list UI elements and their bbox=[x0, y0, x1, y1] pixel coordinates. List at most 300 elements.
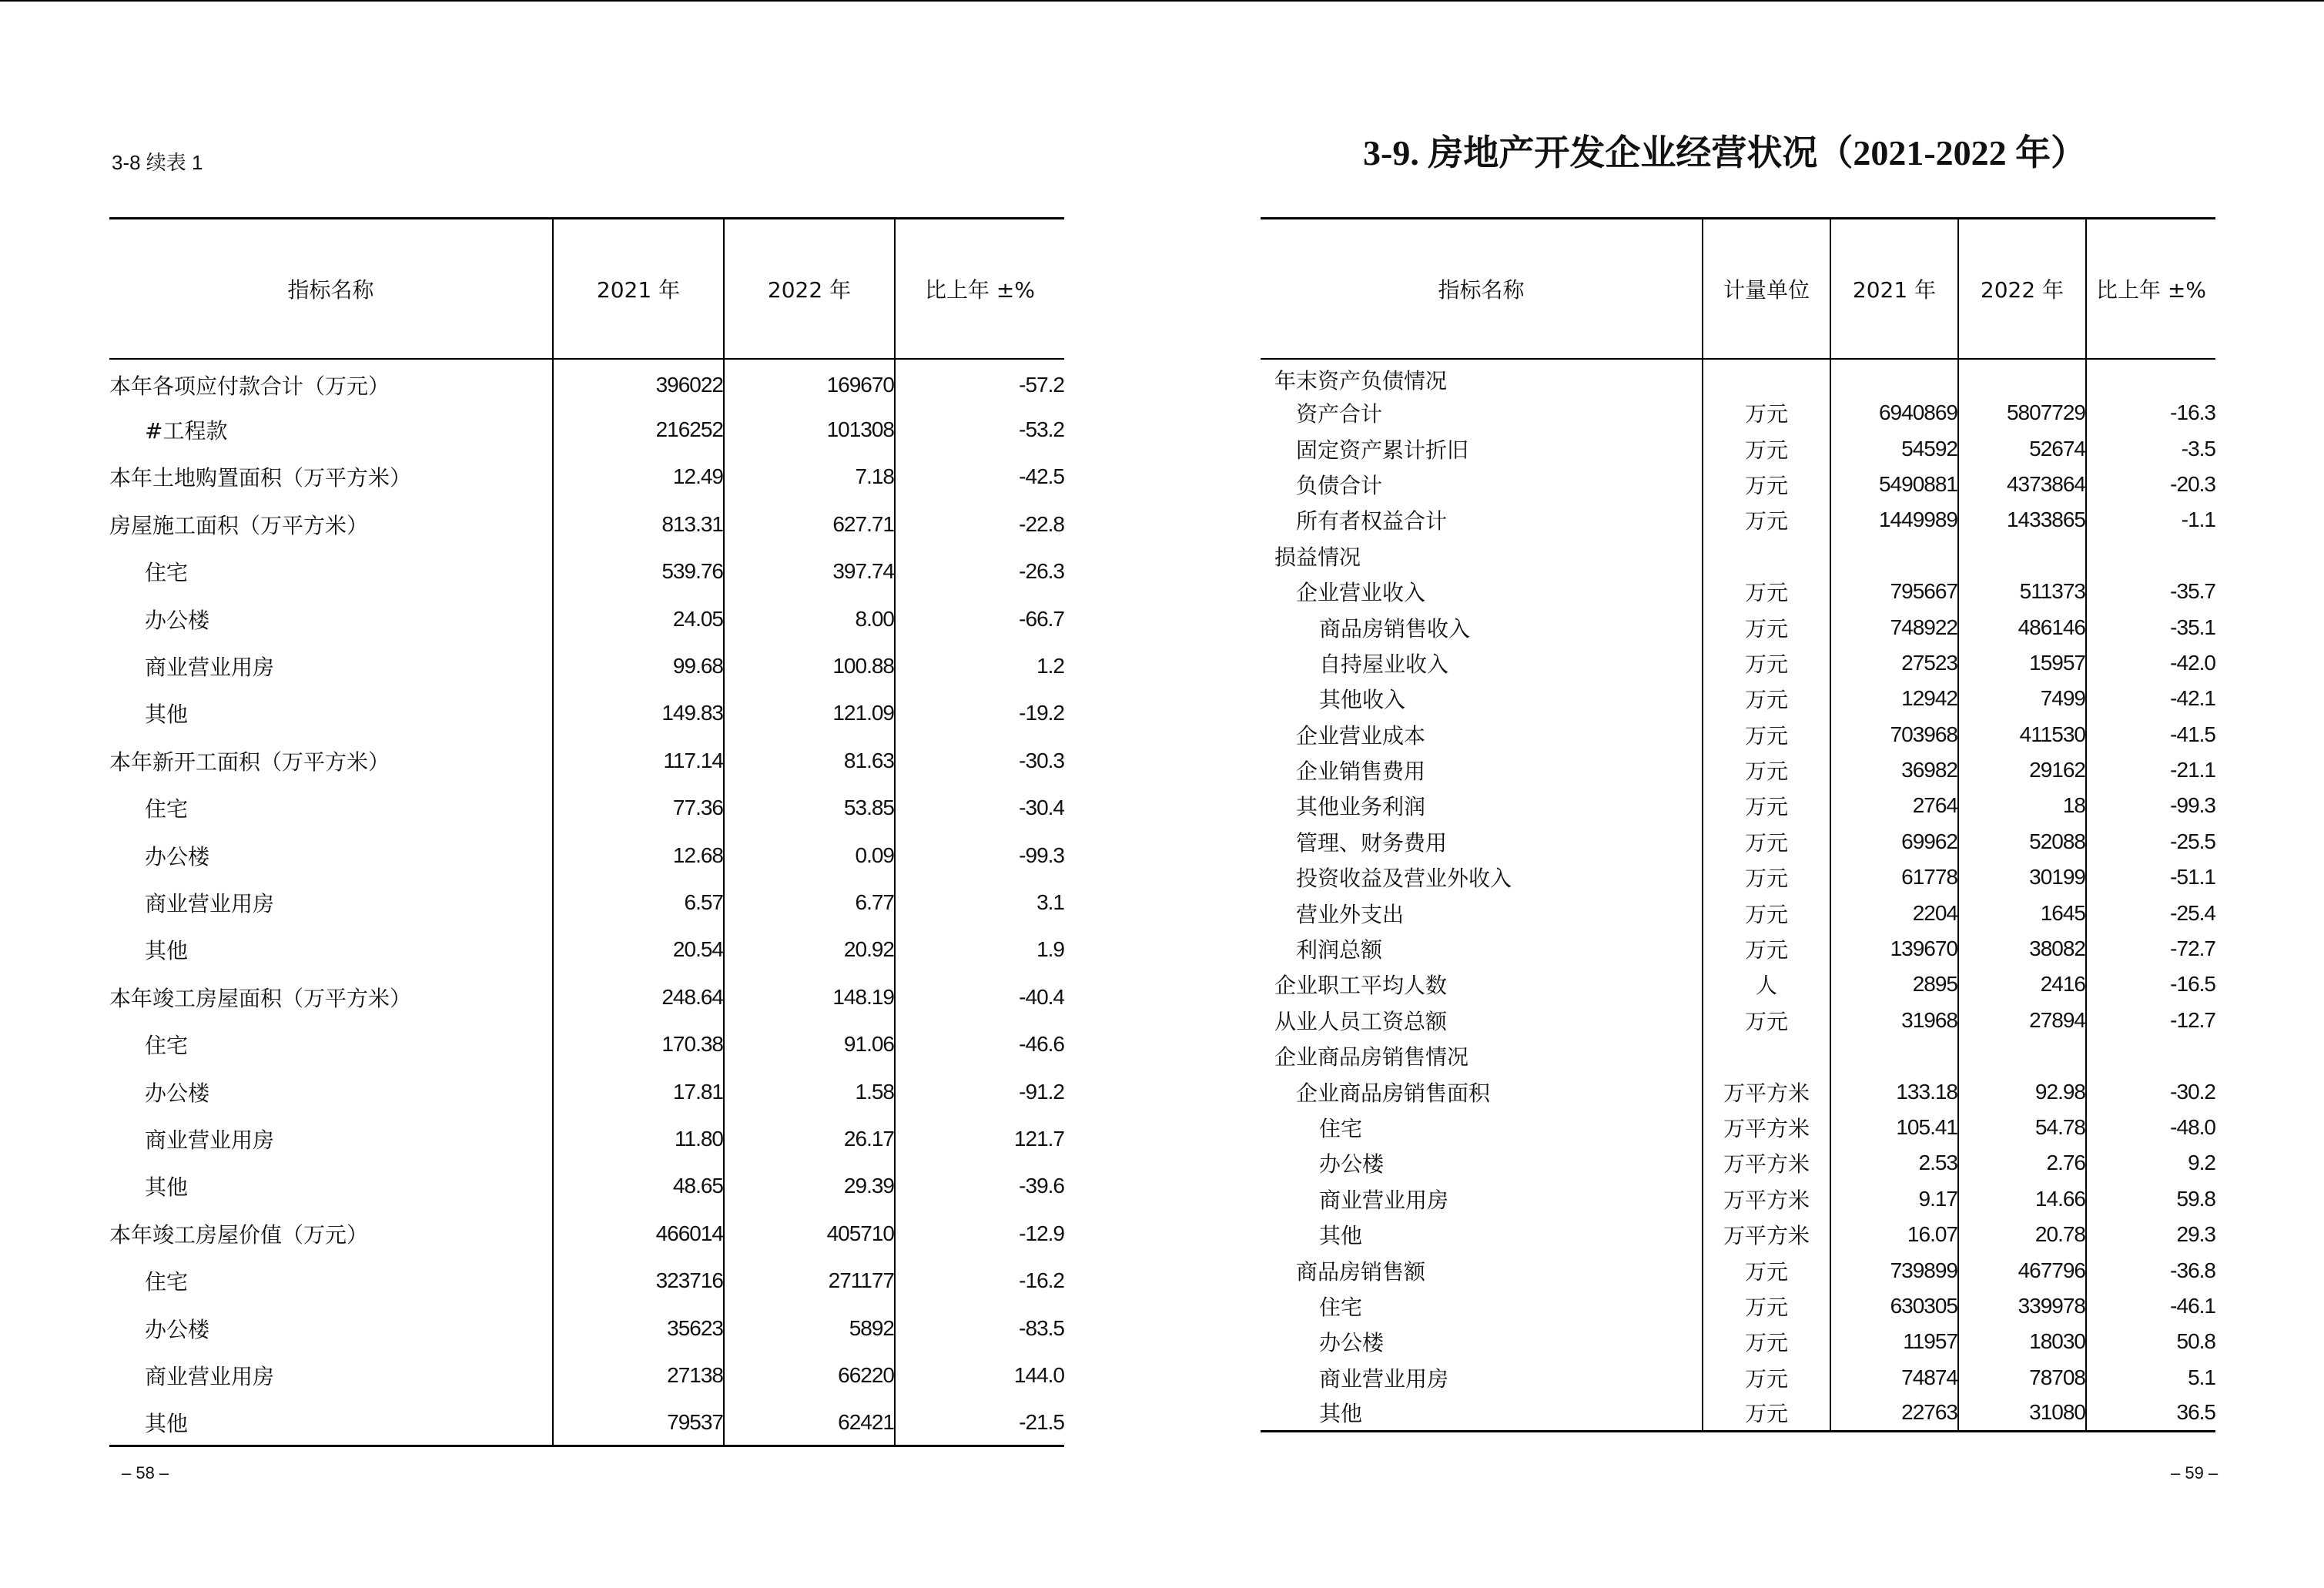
row-change: -51.1 bbox=[2086, 859, 2215, 895]
row-unit: 万平方米 bbox=[1703, 1217, 1830, 1252]
row-value-2022: 1645 bbox=[1958, 895, 2086, 930]
table-row bbox=[109, 1068, 1064, 1115]
table-row bbox=[109, 1399, 1064, 1446]
row-indicator-name: 本年竣工房屋面积（万平方米） bbox=[109, 985, 412, 1011]
table-row bbox=[1261, 538, 2215, 574]
row-change: 9.2 bbox=[2086, 1145, 2215, 1181]
right-data-table bbox=[1261, 217, 2215, 1432]
row-change: -12.7 bbox=[2086, 1003, 2215, 1038]
row-unit: 万元 bbox=[1703, 895, 1830, 930]
row-indicator-name: 负债合计 bbox=[1296, 472, 1383, 498]
table-row bbox=[1261, 1038, 2215, 1074]
row-value-2022: 38082 bbox=[1958, 931, 2086, 967]
row-value-2021: 466014 bbox=[553, 1210, 724, 1257]
row-unit bbox=[1703, 538, 1830, 574]
row-unit: 万元 bbox=[1703, 395, 1830, 431]
row-unit bbox=[1703, 359, 1830, 395]
row-unit: 万元 bbox=[1703, 1003, 1830, 1038]
row-value-2021: 323716 bbox=[553, 1257, 724, 1304]
row-value-2022: 78708 bbox=[1958, 1360, 2086, 1395]
row-change: -21.5 bbox=[895, 1399, 1064, 1446]
row-value-2022: 7499 bbox=[1958, 681, 2086, 716]
table-row bbox=[1261, 859, 2215, 895]
page-title: 3-9. 房地产开发企业经营状况（2021-2022 年） bbox=[1363, 133, 2087, 173]
row-indicator-name: 商业营业用房 bbox=[1319, 1365, 1449, 1392]
row-value-2022 bbox=[1958, 1038, 2086, 1074]
row-unit: 万元 bbox=[1703, 645, 1830, 681]
row-unit: 万平方米 bbox=[1703, 1181, 1830, 1217]
table-row bbox=[109, 973, 1064, 1020]
row-value-2022: 148.19 bbox=[724, 973, 895, 1020]
table-row bbox=[1261, 931, 2215, 967]
row-unit: 万元 bbox=[1703, 824, 1830, 859]
row-change bbox=[2086, 359, 2215, 395]
row-value-2022: 5807729 bbox=[1958, 395, 2086, 431]
row-change: -16.3 bbox=[2086, 395, 2215, 431]
row-indicator-name: 年末资产负债情况 bbox=[1274, 368, 1448, 394]
row-change: -20.3 bbox=[2086, 467, 2215, 502]
table-row bbox=[109, 1163, 1064, 1210]
row-change: -39.6 bbox=[895, 1163, 1064, 1210]
row-indicator-name: 本年各项应付款合计（万元） bbox=[109, 374, 390, 400]
row-unit: 万平方米 bbox=[1703, 1074, 1830, 1109]
header-change: 比上年 ±% bbox=[2086, 219, 2215, 360]
row-value-2021: 11.80 bbox=[553, 1115, 724, 1162]
row-value-2022: 2416 bbox=[1958, 967, 2086, 1002]
row-change: -53.2 bbox=[895, 406, 1064, 453]
table-row bbox=[1261, 645, 2215, 681]
row-indicator-name: 住宅 bbox=[145, 796, 189, 822]
row-indicator-name: 企业营业成本 bbox=[1296, 722, 1426, 749]
table-row bbox=[109, 1352, 1064, 1399]
row-value-2021: 12.68 bbox=[553, 832, 724, 879]
row-indicator-name: 营业外支出 bbox=[1296, 901, 1405, 927]
row-indicator-name: 所有者权益合计 bbox=[1296, 508, 1448, 534]
row-unit: 万平方米 bbox=[1703, 1110, 1830, 1145]
table-row bbox=[1261, 824, 2215, 859]
row-indicator-name: 商品房销售收入 bbox=[1319, 615, 1471, 642]
row-value-2022: 66220 bbox=[724, 1352, 895, 1399]
row-indicator-name: 投资收益及营业外收入 bbox=[1296, 866, 1512, 892]
row-value-2022 bbox=[1958, 359, 2086, 395]
row-value-2021: 396022 bbox=[553, 359, 724, 406]
row-value-2022: 30199 bbox=[1958, 859, 2086, 895]
row-value-2022: 52674 bbox=[1958, 431, 2086, 466]
row-indicator-name: #工程款 bbox=[145, 418, 228, 444]
row-change: -3.5 bbox=[2086, 431, 2215, 466]
row-indicator-name: 住宅 bbox=[145, 560, 189, 586]
row-change: 50.8 bbox=[2086, 1324, 2215, 1359]
row-change: 59.8 bbox=[2086, 1181, 2215, 1217]
row-value-2021: 24.05 bbox=[553, 595, 724, 642]
row-value-2021: 16.07 bbox=[1830, 1217, 1958, 1252]
row-change: -1.1 bbox=[2086, 502, 2215, 538]
row-indicator-name: 其他 bbox=[145, 1410, 189, 1436]
row-indicator-name: 其他收入 bbox=[1319, 687, 1406, 713]
row-change: 5.1 bbox=[2086, 1360, 2215, 1395]
row-value-2021: 54592 bbox=[1830, 431, 1958, 466]
row-value-2022: 20.92 bbox=[724, 926, 895, 973]
row-change: -16.5 bbox=[2086, 967, 2215, 1002]
row-value-2021 bbox=[1830, 359, 1958, 395]
row-unit: 万元 bbox=[1703, 574, 1830, 609]
row-indicator-name: 其他 bbox=[145, 938, 189, 964]
row-value-2022: 5892 bbox=[724, 1305, 895, 1352]
row-unit: 人 bbox=[1703, 967, 1830, 1002]
row-value-2022: 92.98 bbox=[1958, 1074, 2086, 1109]
row-value-2021: 27138 bbox=[553, 1352, 724, 1399]
row-change: -30.4 bbox=[895, 785, 1064, 832]
header-indicator-name: 指标名称 bbox=[109, 219, 553, 360]
row-value-2021: 77.36 bbox=[553, 785, 724, 832]
row-unit: 万元 bbox=[1703, 1288, 1830, 1324]
row-value-2022: 0.09 bbox=[724, 832, 895, 879]
row-indicator-name: 其他 bbox=[1319, 1401, 1363, 1427]
table-row bbox=[1261, 788, 2215, 823]
row-value-2022: 18 bbox=[1958, 788, 2086, 823]
row-value-2022: 467796 bbox=[1958, 1252, 2086, 1288]
header-change: 比上年 ±% bbox=[895, 219, 1064, 360]
row-indicator-name: 其他业务利润 bbox=[1296, 794, 1426, 820]
row-value-2021: 61778 bbox=[1830, 859, 1958, 895]
table-row bbox=[109, 1020, 1064, 1067]
row-value-2021: 2.53 bbox=[1830, 1145, 1958, 1181]
row-value-2021 bbox=[1830, 538, 1958, 574]
row-indicator-name: 办公楼 bbox=[1319, 1330, 1385, 1356]
row-value-2021: 739899 bbox=[1830, 1252, 1958, 1288]
table-row bbox=[1261, 1324, 2215, 1359]
row-unit: 万元 bbox=[1703, 1252, 1830, 1288]
table-row bbox=[1261, 1003, 2215, 1038]
row-value-2022: 20.78 bbox=[1958, 1217, 2086, 1252]
row-indicator-name: 住宅 bbox=[145, 1269, 189, 1295]
row-change: -57.2 bbox=[895, 359, 1064, 406]
row-change: -46.1 bbox=[2086, 1288, 2215, 1324]
row-change: -91.2 bbox=[895, 1068, 1064, 1115]
row-indicator-name: 房屋施工面积（万平方米） bbox=[109, 512, 369, 538]
row-change: 1.2 bbox=[895, 642, 1064, 689]
row-value-2021: 1449989 bbox=[1830, 502, 1958, 538]
table-row bbox=[1261, 1145, 2215, 1181]
row-change: -83.5 bbox=[895, 1305, 1064, 1352]
row-indicator-name: 从业人员工资总额 bbox=[1274, 1008, 1448, 1034]
row-change: -42.5 bbox=[895, 454, 1064, 501]
row-value-2022: 405710 bbox=[724, 1210, 895, 1257]
row-value-2022: 52088 bbox=[1958, 824, 2086, 859]
left-data-table bbox=[109, 217, 1064, 1447]
row-unit bbox=[1703, 1038, 1830, 1074]
row-value-2021: 9.17 bbox=[1830, 1181, 1958, 1217]
row-unit: 万元 bbox=[1703, 467, 1830, 502]
top-border-line bbox=[0, 0, 2324, 2]
row-change: -30.2 bbox=[2086, 1074, 2215, 1109]
row-indicator-name: 自持屋业收入 bbox=[1319, 651, 1449, 677]
table-row bbox=[1261, 395, 2215, 431]
table-row bbox=[1261, 609, 2215, 645]
header-2022: 2022 年 bbox=[1958, 219, 2086, 360]
row-value-2022: 1433865 bbox=[1958, 502, 2086, 538]
row-value-2022: 81.63 bbox=[724, 737, 895, 784]
row-indicator-name: 损益情况 bbox=[1274, 544, 1361, 570]
row-value-2022: 29.39 bbox=[724, 1163, 895, 1210]
row-indicator-name: 其他 bbox=[145, 702, 189, 728]
row-value-2022: 100.88 bbox=[724, 642, 895, 689]
table-row bbox=[1261, 1360, 2215, 1395]
row-unit: 万元 bbox=[1703, 788, 1830, 823]
row-value-2021: 117.14 bbox=[553, 737, 724, 784]
row-change: -99.3 bbox=[895, 832, 1064, 879]
page-number: – 59 – bbox=[2171, 1463, 2219, 1482]
row-value-2022: 169670 bbox=[724, 359, 895, 406]
row-change: -19.2 bbox=[895, 690, 1064, 737]
row-value-2021: 2764 bbox=[1830, 788, 1958, 823]
row-value-2022: 101308 bbox=[724, 406, 895, 453]
row-indicator-name: 办公楼 bbox=[1319, 1151, 1385, 1178]
row-value-2021: 35623 bbox=[553, 1305, 724, 1352]
table-row bbox=[109, 690, 1064, 737]
table-row bbox=[109, 832, 1064, 879]
row-value-2021: 539.76 bbox=[553, 548, 724, 595]
table-row bbox=[1261, 574, 2215, 609]
row-indicator-name: 管理、财务费用 bbox=[1296, 829, 1448, 856]
header-indicator-name: 指标名称 bbox=[1261, 219, 1703, 360]
row-value-2021: 17.81 bbox=[553, 1068, 724, 1115]
row-value-2021: 6.57 bbox=[553, 879, 724, 926]
row-indicator-name: 商品房销售额 bbox=[1296, 1258, 1426, 1285]
row-indicator-name: 商业营业用房 bbox=[145, 890, 275, 916]
table-row bbox=[109, 1257, 1064, 1304]
table-row bbox=[1261, 502, 2215, 538]
row-value-2021: 11957 bbox=[1830, 1324, 1958, 1359]
row-indicator-name: 办公楼 bbox=[145, 1080, 210, 1106]
row-value-2022: 121.09 bbox=[724, 690, 895, 737]
table-row bbox=[109, 642, 1064, 689]
row-value-2021: 105.41 bbox=[1830, 1110, 1958, 1145]
table-row bbox=[1261, 1288, 2215, 1324]
page-number: – 58 – bbox=[122, 1463, 169, 1482]
row-unit: 万元 bbox=[1703, 502, 1830, 538]
row-value-2022: 29162 bbox=[1958, 752, 2086, 788]
row-change: 144.0 bbox=[895, 1352, 1064, 1399]
row-value-2021: 5490881 bbox=[1830, 467, 1958, 502]
table-row bbox=[1261, 1252, 2215, 1288]
table-row bbox=[1261, 1074, 2215, 1109]
row-indicator-name: 办公楼 bbox=[145, 1316, 210, 1342]
row-value-2021: 12.49 bbox=[553, 454, 724, 501]
row-indicator-name: 本年土地购置面积（万平方米） bbox=[109, 465, 412, 491]
row-value-2022: 8.00 bbox=[724, 595, 895, 642]
row-value-2021 bbox=[1830, 1038, 1958, 1074]
row-change: -46.6 bbox=[895, 1020, 1064, 1067]
row-value-2021: 216252 bbox=[553, 406, 724, 453]
row-value-2021: 36982 bbox=[1830, 752, 1958, 788]
row-change: -66.7 bbox=[895, 595, 1064, 642]
row-value-2021: 133.18 bbox=[1830, 1074, 1958, 1109]
row-change: -25.4 bbox=[2086, 895, 2215, 930]
header-2021: 2021 年 bbox=[1830, 219, 1958, 360]
row-value-2022: 511373 bbox=[1958, 574, 2086, 609]
row-value-2022: 54.78 bbox=[1958, 1110, 2086, 1145]
table-row bbox=[1261, 1181, 2215, 1217]
row-unit: 万元 bbox=[1703, 859, 1830, 895]
row-value-2022: 486146 bbox=[1958, 609, 2086, 645]
row-value-2021: 31968 bbox=[1830, 1003, 1958, 1038]
row-value-2021: 12942 bbox=[1830, 681, 1958, 716]
row-change: -99.3 bbox=[2086, 788, 2215, 823]
header-unit: 计量单位 bbox=[1703, 219, 1830, 360]
row-value-2022: 4373864 bbox=[1958, 467, 2086, 502]
row-indicator-name: 商业营业用房 bbox=[145, 1127, 275, 1153]
row-value-2021: 27523 bbox=[1830, 645, 1958, 681]
row-indicator-name: 办公楼 bbox=[145, 843, 210, 869]
table-row bbox=[109, 1210, 1064, 1257]
row-value-2022: 2.76 bbox=[1958, 1145, 2086, 1181]
row-indicator-name: 本年新开工面积（万平方米） bbox=[109, 749, 390, 775]
table-row bbox=[1261, 717, 2215, 752]
row-value-2021: 630305 bbox=[1830, 1288, 1958, 1324]
row-value-2021: 22763 bbox=[1830, 1395, 1958, 1431]
row-value-2022: 397.74 bbox=[724, 548, 895, 595]
row-unit: 万元 bbox=[1703, 717, 1830, 752]
row-change: -35.7 bbox=[2086, 574, 2215, 609]
table-row bbox=[1261, 967, 2215, 1002]
row-change: -26.3 bbox=[895, 548, 1064, 595]
row-value-2022: 7.18 bbox=[724, 454, 895, 501]
row-value-2022: 26.17 bbox=[724, 1115, 895, 1162]
table-row bbox=[1261, 431, 2215, 466]
table-row bbox=[109, 454, 1064, 501]
table-row bbox=[109, 548, 1064, 595]
table-row bbox=[109, 359, 1064, 406]
row-value-2022: 91.06 bbox=[724, 1020, 895, 1067]
row-change: -30.3 bbox=[895, 737, 1064, 784]
row-indicator-name: 本年竣工房屋价值（万元） bbox=[109, 1221, 369, 1248]
table-row bbox=[1261, 1217, 2215, 1252]
row-unit: 万元 bbox=[1703, 1324, 1830, 1359]
row-value-2021: 48.65 bbox=[553, 1163, 724, 1210]
row-value-2021: 149.83 bbox=[553, 690, 724, 737]
table-row bbox=[109, 595, 1064, 642]
row-change: -25.5 bbox=[2086, 824, 2215, 859]
row-value-2021: 2204 bbox=[1830, 895, 1958, 930]
row-value-2022: 31080 bbox=[1958, 1395, 2086, 1431]
row-indicator-name: 企业营业收入 bbox=[1296, 580, 1426, 606]
row-indicator-name: 商业营业用房 bbox=[145, 655, 275, 681]
row-indicator-name: 其他 bbox=[1319, 1223, 1363, 1249]
table-row bbox=[1261, 752, 2215, 788]
row-change: 3.1 bbox=[895, 879, 1064, 926]
table-label: 3-8 续表 1 bbox=[112, 151, 203, 174]
row-change: -22.8 bbox=[895, 501, 1064, 548]
table-row bbox=[109, 501, 1064, 548]
row-indicator-name: 企业职工平均人数 bbox=[1274, 973, 1448, 999]
row-value-2021: 795667 bbox=[1830, 574, 1958, 609]
row-value-2021: 139670 bbox=[1830, 931, 1958, 967]
row-change: 36.5 bbox=[2086, 1395, 2215, 1431]
row-indicator-name: 商业营业用房 bbox=[145, 1363, 275, 1389]
row-value-2021: 748922 bbox=[1830, 609, 1958, 645]
row-unit: 万元 bbox=[1703, 681, 1830, 716]
row-change: -48.0 bbox=[2086, 1110, 2215, 1145]
row-change bbox=[2086, 538, 2215, 574]
row-value-2022: 627.71 bbox=[724, 501, 895, 548]
row-indicator-name: 商业营业用房 bbox=[1319, 1187, 1449, 1213]
row-indicator-name: 资产合计 bbox=[1296, 401, 1383, 427]
table-row bbox=[1261, 1395, 2215, 1431]
row-indicator-name: 企业销售费用 bbox=[1296, 759, 1426, 785]
row-value-2021: 2895 bbox=[1830, 967, 1958, 1002]
row-indicator-name: 利润总额 bbox=[1296, 937, 1383, 963]
table-row bbox=[1261, 1110, 2215, 1145]
row-unit: 万元 bbox=[1703, 1360, 1830, 1395]
row-change: -72.7 bbox=[2086, 931, 2215, 967]
row-unit: 万平方米 bbox=[1703, 1145, 1830, 1181]
row-indicator-name: 其他 bbox=[145, 1174, 189, 1201]
row-indicator-name: 企业商品房销售情况 bbox=[1274, 1044, 1469, 1070]
row-change: -42.1 bbox=[2086, 681, 2215, 716]
row-indicator-name: 住宅 bbox=[1319, 1294, 1363, 1320]
table-row bbox=[109, 879, 1064, 926]
header-row bbox=[109, 219, 1064, 360]
row-change: -35.1 bbox=[2086, 609, 2215, 645]
table-row bbox=[109, 406, 1064, 453]
row-change: -36.8 bbox=[2086, 1252, 2215, 1288]
row-value-2021: 69962 bbox=[1830, 824, 1958, 859]
row-indicator-name: 企业商品房销售面积 bbox=[1296, 1080, 1491, 1106]
row-value-2022: 62421 bbox=[724, 1399, 895, 1446]
row-change: -40.4 bbox=[895, 973, 1064, 1020]
row-value-2021: 813.31 bbox=[553, 501, 724, 548]
row-change: 121.7 bbox=[895, 1115, 1064, 1162]
row-value-2022: 27894 bbox=[1958, 1003, 2086, 1038]
row-value-2021: 703968 bbox=[1830, 717, 1958, 752]
row-change: -21.1 bbox=[2086, 752, 2215, 788]
row-value-2021: 6940869 bbox=[1830, 395, 1958, 431]
table-row bbox=[1261, 467, 2215, 502]
row-change bbox=[2086, 1038, 2215, 1074]
table-row bbox=[1261, 681, 2215, 716]
row-change: -16.2 bbox=[895, 1257, 1064, 1304]
row-indicator-name: 住宅 bbox=[1319, 1116, 1363, 1141]
table-row bbox=[109, 737, 1064, 784]
row-value-2021: 248.64 bbox=[553, 973, 724, 1020]
row-value-2022: 18030 bbox=[1958, 1324, 2086, 1359]
table-row bbox=[109, 785, 1064, 832]
row-change: -12.9 bbox=[895, 1210, 1064, 1257]
row-change: -42.0 bbox=[2086, 645, 2215, 681]
row-value-2022: 53.85 bbox=[724, 785, 895, 832]
header-2021: 2021 年 bbox=[553, 219, 724, 360]
row-value-2021: 79537 bbox=[553, 1399, 724, 1446]
header-row bbox=[1261, 219, 2215, 360]
row-value-2022: 14.66 bbox=[1958, 1181, 2086, 1217]
table-row bbox=[109, 1305, 1064, 1352]
row-change: -41.5 bbox=[2086, 717, 2215, 752]
row-indicator-name: 住宅 bbox=[145, 1033, 189, 1059]
row-unit: 万元 bbox=[1703, 431, 1830, 466]
row-value-2022: 1.58 bbox=[724, 1068, 895, 1115]
row-unit: 万元 bbox=[1703, 752, 1830, 788]
row-value-2021: 99.68 bbox=[553, 642, 724, 689]
table-row bbox=[1261, 359, 2215, 395]
row-value-2022: 411530 bbox=[1958, 717, 2086, 752]
table-row bbox=[1261, 895, 2215, 930]
row-value-2022: 339978 bbox=[1958, 1288, 2086, 1324]
row-value-2022: 6.77 bbox=[724, 879, 895, 926]
row-value-2021: 74874 bbox=[1830, 1360, 1958, 1395]
row-value-2022: 15957 bbox=[1958, 645, 2086, 681]
row-indicator-name: 办公楼 bbox=[145, 607, 210, 633]
